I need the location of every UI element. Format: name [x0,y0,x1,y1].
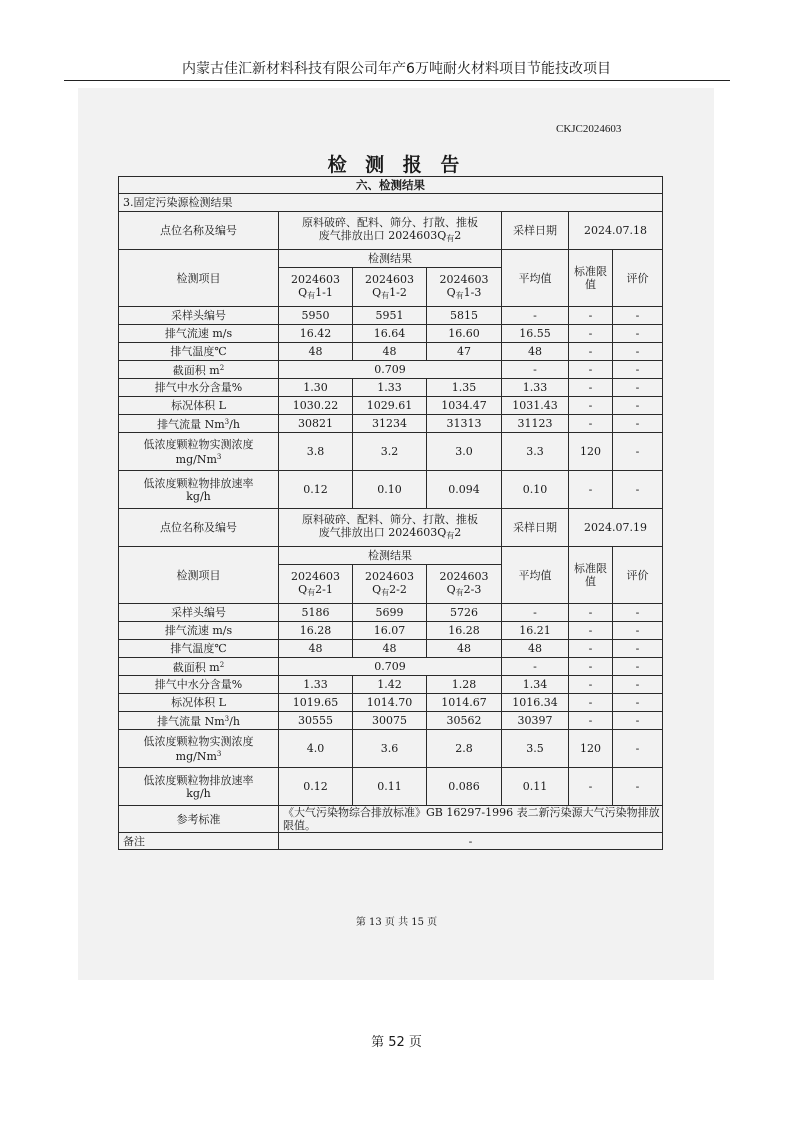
average-header: 平均值 [502,250,569,307]
data-cell: - [569,676,613,694]
remark-row [119,833,663,850]
row-label-head-no: 采样头编号 [119,604,279,622]
data-cell: - [613,658,663,676]
row-label-moisture: 排气中水分含量% [119,379,279,397]
data-cell: 30075 [353,712,427,730]
data-cell: 1.34 [502,676,569,694]
data-cell: - [569,658,613,676]
data-cell: 5726 [427,604,502,622]
document-code: CKJC2024603 [556,123,622,135]
data-cell: 0.086 [427,768,502,806]
data-cell: 16.28 [427,622,502,640]
data-cell: 16.28 [279,622,353,640]
data-row-velocity [119,622,663,640]
sample-id: 2024603 $Q_有2-1$ [279,565,353,604]
data-cell: 0.11 [502,768,569,806]
data-row-rate [119,471,663,509]
data-cell: - [502,604,569,622]
data-cell: - [613,433,663,471]
data-cell: - [569,622,613,640]
data-cell: 1030.22 [279,397,353,415]
row-label-concentration: 低浓度颗粒物实测浓度 mg/Nm$^3$ [119,730,279,768]
data-cell: - [502,658,569,676]
data-cell: 0.094 [427,471,502,509]
sampling-date-label: 采样日期 [502,212,569,250]
data-cell: 120 [569,433,613,471]
data-cell: - [502,361,569,379]
site-row [119,212,663,250]
data-cell: 3.0 [427,433,502,471]
results-header: 检测结果 [279,547,502,565]
data-cell: 3.2 [353,433,427,471]
data-cell: 5950 [279,307,353,325]
sample-id: 2024603 $Q_有1-3$ [427,268,502,307]
site-row [119,509,663,547]
data-cell: 3.8 [279,433,353,471]
sample-id: 2024603 $Q_有1-2$ [353,268,427,307]
sample-id: 2024603 $Q_有2-3$ [427,565,502,604]
row-label-head-no: 采样头编号 [119,307,279,325]
data-row-conc [119,433,663,471]
data-cell: - [613,640,663,658]
results-header: 检测结果 [279,250,502,268]
row-label-velocity: 排气流速 m/s [119,622,279,640]
data-row-head-no [119,307,663,325]
data-cell: - [613,415,663,433]
data-cell: - [613,379,663,397]
sample-id: 2024603 $Q_有2-2$ [353,565,427,604]
limit-header: 标准限值 [569,250,613,307]
limit-header: 标准限值 [569,547,613,604]
data-cell: 0.12 [279,768,353,806]
data-cell: 3.3 [502,433,569,471]
data-row-flow [119,712,663,730]
data-cell: 48 [279,343,353,361]
data-cell: - [613,676,663,694]
average-header: 平均值 [502,547,569,604]
page-number: 第 13 页 共 15 页 [355,917,438,928]
remark-label: 备注 [119,833,279,850]
report-title: 检 测 报 告 [327,154,466,176]
data-cell: 1.33 [502,379,569,397]
data-cell: - [569,640,613,658]
data-row-flow [119,415,663,433]
data-row-velocity [119,325,663,343]
header-row [119,250,663,268]
data-cell: - [613,397,663,415]
data-cell: 48 [279,640,353,658]
data-cell: - [569,379,613,397]
data-cell: 30397 [502,712,569,730]
data-cell: 1019.65 [279,694,353,712]
data-row-temp [119,343,663,361]
data-cell: 0.10 [353,471,427,509]
data-row-moisture [119,379,663,397]
data-row-rate [119,768,663,806]
data-cell: - [569,361,613,379]
data-cell: 1016.34 [502,694,569,712]
area-value: 0.709 [279,658,502,676]
data-row-head-no [119,604,663,622]
page-footer: 第 52 页 [371,1035,422,1050]
row-label-flow: 排气流量 Nm$^3$/h [119,712,279,730]
data-cell: 1014.67 [427,694,502,712]
results-table [118,176,663,850]
sampling-date: 2024.07.18 [569,212,663,250]
row-label-std-vol: 标况体积 L [119,694,279,712]
data-cell: 1014.70 [353,694,427,712]
reference-row [119,806,663,833]
subsection-title: 3.固定污染源检测结果 [119,194,663,212]
data-cell: - [613,325,663,343]
page-header: 内蒙古佳汇新材料科技有限公司年产6万吨耐火材料项目节能技改项目 [182,61,611,77]
data-cell: 30821 [279,415,353,433]
data-cell: 48 [502,640,569,658]
reference-label: 参考标准 [119,806,279,833]
data-cell: 48 [502,343,569,361]
data-cell: - [613,604,663,622]
data-cell: - [613,768,663,806]
data-cell: - [502,307,569,325]
data-cell: 1.33 [279,676,353,694]
site-label: 点位名称及编号 [119,212,279,250]
data-row-moisture [119,676,663,694]
remark-value: - [279,833,663,850]
data-cell: 16.64 [353,325,427,343]
row-label-velocity: 排气流速 m/s [119,325,279,343]
data-cell: 16.60 [427,325,502,343]
row-label-std-vol: 标况体积 L [119,397,279,415]
sampling-date-label: 采样日期 [502,509,569,547]
sampling-date: 2024.07.19 [569,509,663,547]
reference-text: 《大气污染物综合排放标准》GB 16297-1996 表二新污染源大气污染物排放限值。 [279,806,663,833]
data-cell: - [569,415,613,433]
data-cell: 1034.47 [427,397,502,415]
row-label-temp: 排气温度℃ [119,640,279,658]
data-cell: - [613,712,663,730]
data-cell: - [569,325,613,343]
data-cell: 2.8 [427,730,502,768]
data-cell: 0.10 [502,471,569,509]
data-cell: - [613,730,663,768]
data-cell: 4.0 [279,730,353,768]
data-cell: 16.42 [279,325,353,343]
data-cell: 1.35 [427,379,502,397]
data-row-temp [119,640,663,658]
data-cell: - [569,343,613,361]
data-cell: - [613,307,663,325]
data-cell: 47 [427,343,502,361]
data-cell: - [613,471,663,509]
row-label-emission-rate: 低浓度颗粒物排放速率 kg/h [119,768,279,806]
evaluation-header: 评价 [613,250,663,307]
data-cell: - [613,343,663,361]
row-label-area: 截面积 $m^2$ [119,361,279,379]
evaluation-header: 评价 [613,547,663,604]
data-row-std-vol [119,694,663,712]
data-cell: 5699 [353,604,427,622]
data-cell: 48 [353,343,427,361]
data-cell: - [569,471,613,509]
data-cell: 48 [427,640,502,658]
row-label-temp: 排气温度℃ [119,343,279,361]
data-cell: 1.30 [279,379,353,397]
data-cell: 5951 [353,307,427,325]
data-cell: 0.11 [353,768,427,806]
data-cell: 3.6 [353,730,427,768]
row-label-concentration: 低浓度颗粒物实测浓度 mg/Nm$^3$ [119,433,279,471]
row-label-flow: 排气流量 Nm$^3$/h [119,415,279,433]
data-cell: 1029.61 [353,397,427,415]
data-cell: 120 [569,730,613,768]
area-value: 0.709 [279,361,502,379]
section-title-row [119,177,663,194]
data-cell: - [613,694,663,712]
data-cell: 30562 [427,712,502,730]
data-row-std-vol [119,397,663,415]
data-cell: - [569,307,613,325]
data-cell: - [569,768,613,806]
data-cell: 3.5 [502,730,569,768]
data-cell: - [569,694,613,712]
data-cell: 1.28 [427,676,502,694]
data-cell: - [569,604,613,622]
data-cell: 48 [353,640,427,658]
item-header: 检测项目 [119,250,279,307]
site-label: 点位名称及编号 [119,509,279,547]
data-cell: - [613,361,663,379]
subsection-row [119,194,663,212]
header-row [119,547,663,565]
sample-id: 2024603 $Q_有1-1$ [279,268,353,307]
data-cell: 31234 [353,415,427,433]
data-cell: 5186 [279,604,353,622]
data-cell: 31123 [502,415,569,433]
section-title: 六、检测结果 [119,177,663,194]
row-label-emission-rate: 低浓度颗粒物排放速率 kg/h [119,471,279,509]
data-cell: - [569,397,613,415]
data-cell: 5815 [427,307,502,325]
data-cell: 1.42 [353,676,427,694]
data-cell: 16.55 [502,325,569,343]
data-cell: 16.07 [353,622,427,640]
data-cell: 30555 [279,712,353,730]
data-row-area [119,658,663,676]
data-row-area [119,361,663,379]
data-cell: 1.33 [353,379,427,397]
header-rule [64,80,730,81]
data-row-conc [119,730,663,768]
data-cell: 31313 [427,415,502,433]
data-cell: - [569,712,613,730]
row-label-moisture: 排气中水分含量% [119,676,279,694]
row-label-area: 截面积 $m^2$ [119,658,279,676]
data-cell: - [613,622,663,640]
data-cell: 16.21 [502,622,569,640]
item-header: 检测项目 [119,547,279,604]
site-name: 原料破碎、配料、筛分、打散、推板 废气排放出口 $2024603Q_有2$ [279,509,502,547]
site-name: 原料破碎、配料、筛分、打散、推板 废气排放出口 $2024603Q_有2$ [279,212,502,250]
data-cell: 1031.43 [502,397,569,415]
data-cell: 0.12 [279,471,353,509]
